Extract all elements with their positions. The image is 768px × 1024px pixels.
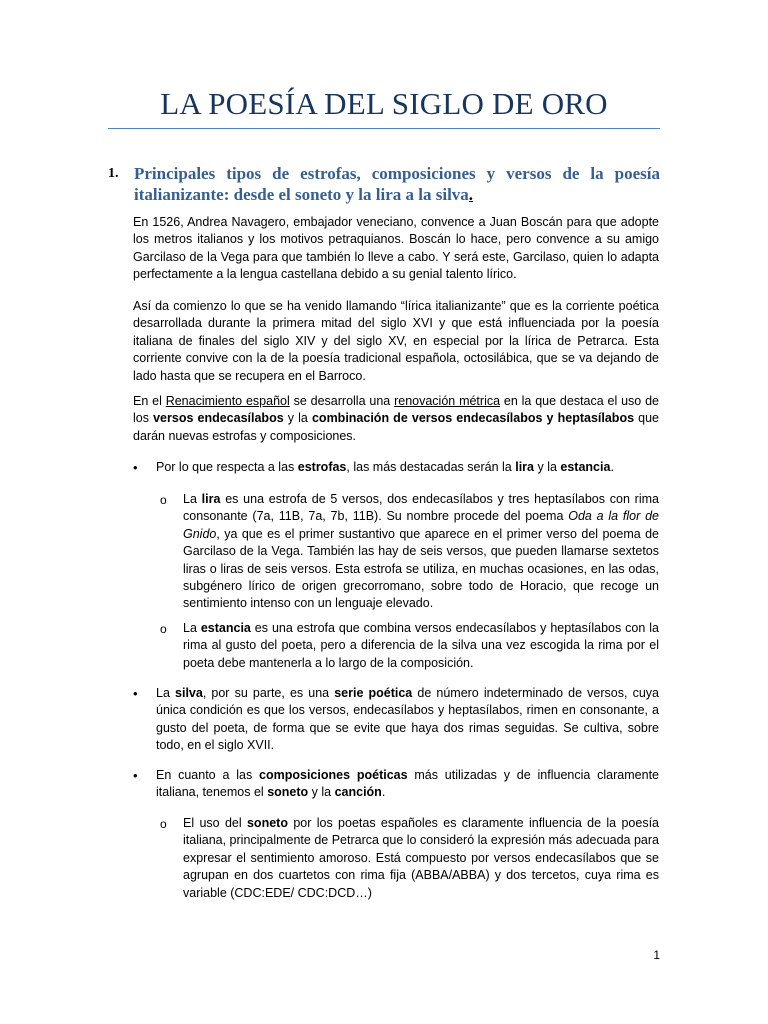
link-renacimiento-espanol: Renacimiento español [165,394,290,408]
list-item-estancia: La estancia es una estrofa que combina versos endecasílabos y heptasílabos con la rima al gusto del poeta, pero a diferencia de la silva una vez escogida la rima por el poeta debe mantenerla a lo largo de la composición. [183,621,659,670]
list-item-composiciones: En cuanto a las composiciones poéticas más utilizadas y de influencia claramente italiana, tenemos el soneto y la canción. [156,768,659,800]
title-divider [108,128,660,129]
bullet-marker: • [133,768,138,783]
sub-bullet-marker: o [160,622,167,636]
sub-bullet-marker: o [160,817,167,831]
page-title: LA POESÍA DEL SIGLO DE ORO [160,86,608,121]
page-number: 1 [653,948,660,962]
paragraph-intro: En 1526, Andrea Navagero, embajador veneciano, convence a Juan Boscán para que adopte los metros italianos y los motivos petraquianos. Boscán lo hace, pero convence a su amigo Garcilaso de la Vega para que también lo lleve a cabo. Y será este, Garcilaso, quien lo adapta perfectamente a la lengua castellana debido a su genial talento lírico. [133,215,659,282]
list-item-estrofas: Por lo que respecta a las estrofas, las más destacadas serán la lira y la estancia. [156,460,614,474]
link-renovacion-metrica: renovación métrica [394,394,501,408]
paragraph-lirica-italianizante: Así da comienzo lo que se ha venido llamando “lírica italianizante” que es la corriente poética desarrollada durante la primera mitad del siglo XVI y que está influenciada por la poesía italiana de finales del siglo XIV y del siglo XV, en especial por la lírica de Petrarca. Esta corriente convive con la de la poesía tradicional española, octosilábica, que se va dejando de lado hasta que se recupera en el Barroco. [133,299,659,383]
paragraph-renacimiento: En el Renacimiento español se desarrolla una renovación métrica en la que destaca el uso de los versos endecasílabos y la combinación de versos endecasílabos y heptasílabos que darán nuevas estrofas y composiciones. [133,394,659,443]
bullet-marker: • [133,460,138,475]
list-item-silva: La silva, por su parte, es una serie poética de número indeterminado de versos, cuya única condición es que los versos, endecasílabos y heptasílabos, rimen en consonante, a gusto del poeta, de forma que se evite que haya dos rimas seguidas. Se cultiva, sobre todo, en el siglo XVII. [156,686,659,753]
list-item-soneto: El uso del soneto por los poetas españoles es claramente influencia de la poesía italiana, principalmente de Petrarca que lo consideró la expresión más adecuada para expresar el sentimiento amoroso. Está compuesto por versos endecasílabos que se agrupan en dos cuartetos con rima fija (ABBA/ABBA) y dos tercetos, cuya rima es variable (CDC:EDE/ CDC:DCD…) [183,816,659,900]
sub-bullet-marker: o [160,493,167,507]
section-heading [108,163,660,205]
section-heading-text: Principales tipos de estrofas, composiciones y versos de la poesía italianizante: desde el soneto y la lira a la silva [134,164,660,204]
list-item-lira: La lira es una estrofa de 5 versos, dos endecasílabos y tres heptasílabos con rima consonante (7a, 11B, 7a, 7b, 11B). Su nombre procede del poema Oda a la flor de Gnido, ya que es el primer sustantivo que aparece en el primer verso del poema de Garcilaso de la Vega. También las hay de seis versos, que pueden llamarse sextetos liras o liras de seis versos. Esta estrofa se utiliza, en muchas ocasiones, en las odas, subgénero lírico de origen grecorromano, sobre todo de Horacio, que recoge un sentimiento intenso con un lenguaje elevado. [183,492,659,611]
section-heading-end: . [468,185,474,204]
section-number: 1. [108,166,119,181]
bullet-marker: • [133,686,138,701]
